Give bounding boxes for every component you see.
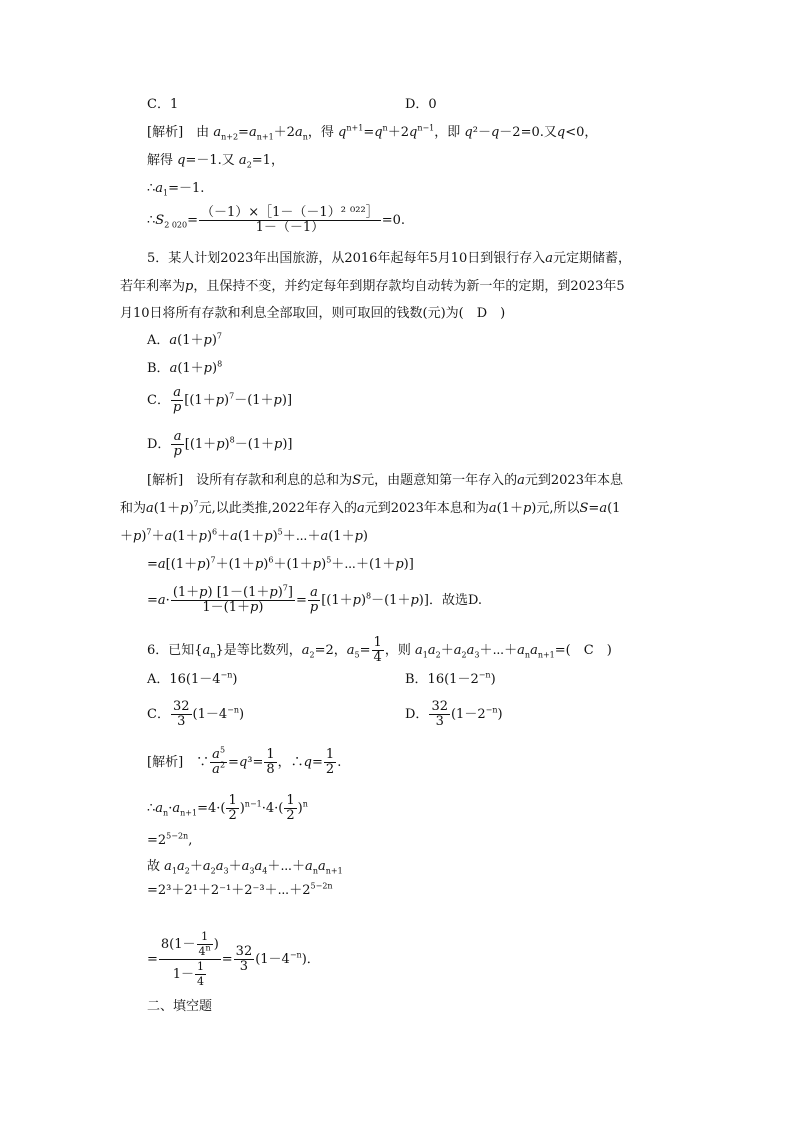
q6-option-c: C． $\frac{32}{3}$ $(1-4^{-n})$ [147, 699, 245, 729]
analysis-q6-line3: $=2^{5-2n}$, [147, 831, 193, 848]
analysis-q5-line4: $=a[(1+p)^7+(1+p)^6+(1+p)^5+\cdots+(1+p)]$ [147, 555, 414, 572]
section-heading: 二、填空题 [147, 999, 213, 1014]
q5-option-d: D． $\frac{a}{p}$ $[(1+p)^8-(1+p)]$ [147, 429, 293, 459]
analysis-q4-line4: $\therefore S_{2 020}=$ $\frac{\text{（－1）×［1－（－1）² ⁰²²］}}{1-(-1)}$ =0. [147, 205, 405, 235]
q5-stem-line1: 5．某人计划2023年出国旅游，从2016年起每年5月10日到银行存入a元定期储蓄， [147, 251, 632, 266]
analysis-q4-line1: [解析] 由 $a_{n+2}=a_{n+1}+2a_n$，得 $q^{n+1}=q^n+2q^{n-1}$，即 q²－q－2=0.又q<0， [147, 123, 598, 142]
q5-option-c: C． $\frac{a}{p}$ $[(1+p)^7-(1+p)]$ [147, 385, 293, 415]
q6-stem: 6．已知$\{a_n\}$是等比数列，$a_2=2$，$a_5=$ $\frac{1}{4}$ ，则 $a_1a_2+a_2a_3+\cdots+a_na_{n+1}=$( C ) [147, 635, 612, 665]
analysis-q4-line2: 解得 q=－1.又 $a_2=1$， [147, 153, 284, 170]
analysis-q6-line5: $=2^3+2^1+2^{-1}+2^{-3}+\cdots+2^{5-2n}$ [147, 881, 333, 898]
analysis-q6-line6: = 8(1－ $\frac{1}{4^n}$ ) 1－ $\frac{1}{4}$ = $\frac{32}{3}$ $(1-4^{-n})$． [147, 930, 320, 988]
analysis-q6-line4: 故 $a_1a_2+a_2a_3+a_3a_4+\cdots+a_na_{n+1}$ [147, 859, 343, 876]
analysis-q5-line5: =a· $\frac{(1+p) [1-(1+p)^7]}{1-(1+p)}$ = $\frac{a}{p}$ $[(1+p)^8-(1+p)]$．故选D. [147, 583, 483, 615]
analysis-q6-line2: $\therefore a_n\cdot a_{n+1}=4\cdot$( $\frac{1}{2}$ )$^{n-1}$·4·( $\frac{1}{2}$ )$^n$ [147, 793, 308, 823]
q5-stem-line2: 若年利率为p，且保持不变，并约定每年到期存款均自动转为新一年的定期，到2023年5 [120, 279, 625, 294]
q5-stem-line3: 月10日将所有存款和利息全部取回，则可取回的钱数(元)为( D ) [120, 306, 506, 321]
analysis-q5-line2: 和为$a(1+p)^7$元,以此类推,2022年存入的a元到2023年本息和为a(1＋p)元,所以S=a(1 [120, 499, 621, 516]
q5-option-a: A．$a(1+p)^7$ [147, 331, 222, 348]
analysis-q6-line1: [解析] ∵ $\frac{a^5}{a^2}$ =q³= $\frac{1}{8}$ ，∴q= $\frac{1}{2}$ . [147, 745, 342, 777]
q5-option-b: B．$a(1+p)^8$ [147, 359, 223, 376]
option-d: D．0 [405, 97, 437, 112]
analysis-q4-line3: $\therefore a_1=-1$. [147, 181, 205, 198]
option-c: C．1 [147, 97, 179, 112]
q6-option-d: D． $\frac{32}{3}$ $(1-2^{-n})$ [405, 699, 503, 729]
analysis-q5-line1: [解析] 设所有存款和利息的总和为S元，由题意知第一年存入的a元到2023年本息 [147, 473, 623, 488]
analysis-q5-line3: $+p)^7+a(1+p)^6+a(1+p)^5+\cdots+a(1+p)$ [120, 527, 368, 544]
q6-option-b: B．$16(1-2^{-n})$ [405, 670, 496, 687]
q6-option-a: A．$16(1-4^{-n})$ [147, 670, 238, 687]
